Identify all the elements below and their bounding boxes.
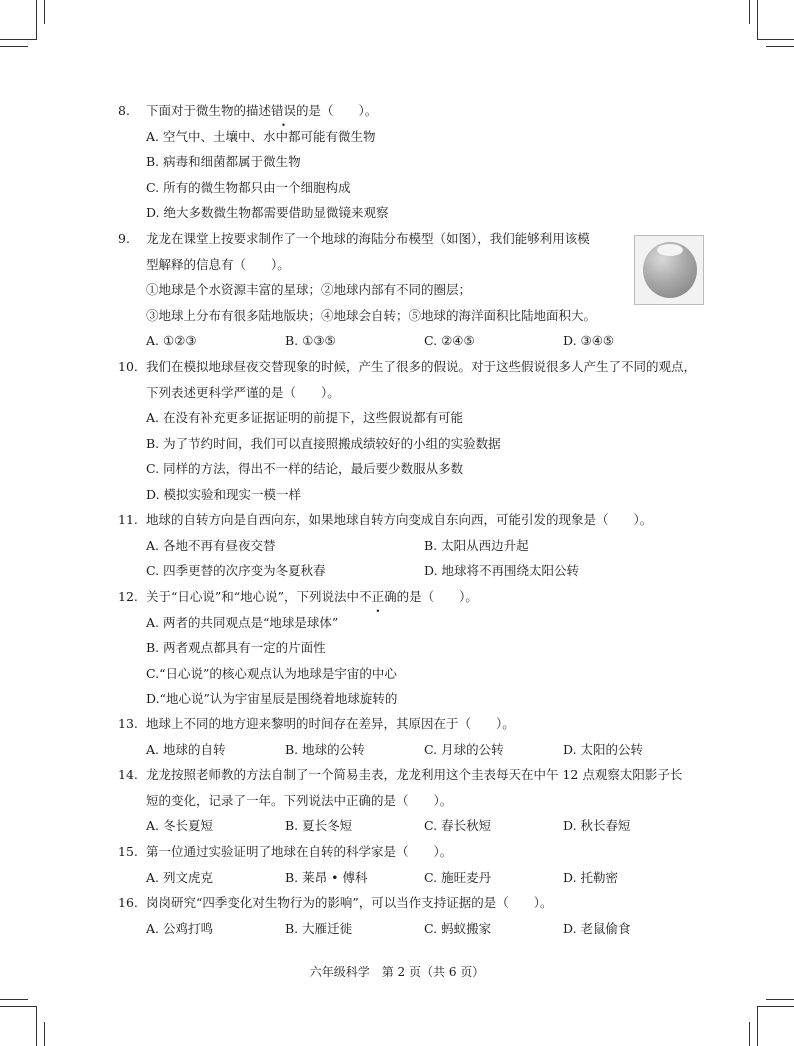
question-13 [118, 711, 702, 762]
crop-mark-bottom-left-v [36, 1006, 37, 1046]
option: C. 所有的微生物都只由一个细胞构成 [146, 179, 351, 195]
crop-mark-bottom-left-v2 [44, 1022, 45, 1046]
crop-mark-top-right-h [758, 39, 794, 40]
option: C. 四季更替的次序变为冬夏秋春 [146, 563, 326, 578]
question-stem: 8. 下面对于微生物的描述错误的是（ ）。 [118, 103, 378, 118]
options-row [118, 533, 702, 559]
crop-mark-bottom-left-h2 [0, 999, 28, 1000]
option: A. 两者的共同观点是“地球是球体” [146, 614, 339, 630]
option: D. 地球将不再围绕太阳公转 [424, 563, 580, 578]
option: B. 病毒和细菌都属于微生物 [146, 154, 301, 169]
question-16 [118, 890, 702, 941]
options-row [118, 737, 702, 763]
option: B. 两者观点都具有一定的片面性 [146, 640, 326, 655]
option: D. 太阳的公转 [563, 741, 644, 757]
option: B. 为了节约时间，我们可以直接照搬成绩较好的小组的实验数据 [146, 435, 501, 451]
question-stem: 16. 岗岗研究“四季变化对生物行为的影响”，可以当作支持证据的是（ ）。 [118, 895, 553, 910]
emphasis-dotted: 不正确 [359, 589, 397, 604]
question-stem: 10. 我们在模拟地球昼夜交替现象的时候，产生了很多的假说。对于这些假说很多人产生了不同的观点， [118, 359, 697, 374]
question-stem-cont: 型解释的信息有（ ）。 [146, 256, 290, 272]
option: C. ②④⑤ [424, 333, 475, 348]
option: A. 公鸡打鸣 [146, 920, 213, 936]
crop-mark-top-right-v2 [749, 0, 750, 24]
globe-model-image [634, 235, 704, 305]
crop-mark-bottom-right-v2 [749, 1022, 750, 1046]
option: D.“地心说”认为宇宙星辰是围绕着地球旋转的 [146, 691, 398, 706]
question-stem: 12. 关于“日心说”和“地心说”，下列说法中不正确的是（ ）。 [118, 589, 478, 604]
option: D. 老鼠偷食 [563, 920, 631, 936]
option: A. 在没有补充更多证据证明的前提下，这些假说都有可能 [146, 410, 463, 425]
option: D. ③④⑤ [563, 333, 615, 348]
option: B. 夏长冬短 [285, 818, 353, 833]
question-stem: 13. 地球上不同的地方迎来黎明的时间存在差异，其原因在于（ ）。 [118, 716, 515, 731]
options-row [118, 865, 702, 891]
crop-mark-bottom-right-v [757, 1006, 758, 1046]
info-line: ①地球是个水资源丰富的星球；②地球内部有不同的圈层； [146, 282, 472, 297]
question-stem: 9. 龙龙在课堂上按要求制作了一个地球的海陆分布模型（如图），我们能够利用该模 [118, 231, 590, 246]
question-11 [118, 507, 702, 584]
option: D. 秋长春短 [563, 818, 631, 833]
options-row [118, 328, 702, 354]
question-stem: 15. 第一位通过实验证明了地球在自转的科学家是（ ）。 [118, 844, 453, 859]
question-15 [118, 839, 702, 890]
options-row [118, 916, 702, 942]
option: A. 地球的自转 [146, 741, 226, 757]
option: D. 托勒密 [563, 869, 619, 885]
question-stem: 11. 地球的自转方向是自西向东，如果地球自转方向变成自东向西，可能引发的现象是（ ）。 [118, 512, 653, 527]
globe-ice-cap [657, 244, 683, 256]
question-stem: 14. 龙龙按照老师教的方法自制了一个简易圭表，龙龙利用这个圭表每天在中午 12 点观察太阳影子长 [118, 767, 683, 782]
question-14 [118, 762, 702, 839]
option: C. 春长秋短 [424, 818, 492, 833]
crop-mark-bottom-left-h [0, 1006, 36, 1007]
option: A. 冬长夏短 [146, 818, 213, 833]
option: A. 列文虎克 [146, 869, 213, 885]
option: C. 施旺麦丹 [424, 869, 492, 885]
options-row [118, 813, 702, 839]
option: B. 大雁迁徙 [285, 920, 353, 936]
crop-mark-top-left-v2 [44, 0, 45, 24]
crop-mark-top-right-v [757, 0, 758, 40]
crop-mark-bottom-right-h2 [766, 999, 794, 1000]
question-10 [118, 354, 696, 507]
info-line: ③地球上分布有很多陆地版块；④地球会自转；⑤地球的海洋面积比陆地面积大。 [146, 307, 597, 323]
option: B. 太阳从西边升起 [424, 537, 529, 553]
option: D. 模拟实验和现实一模一样 [146, 486, 302, 502]
question-8 [118, 98, 389, 226]
option: C. 同样的方法，得出不一样的结论，最后要少数服从多数 [146, 461, 464, 476]
option: D. 绝大多数微生物都需要借助显微镜来观察 [146, 205, 389, 220]
page-footer: 六年级科学 第 2 页（共 6 页） [309, 965, 485, 979]
option: A. ①②③ [146, 333, 197, 348]
crop-mark-bottom-right-h [758, 1006, 794, 1007]
options-row [118, 558, 702, 584]
option: C. 月球的公转 [424, 741, 504, 757]
option: B. ①③⑤ [285, 333, 336, 348]
question-12 [118, 584, 478, 712]
question-stem-cont: 短的变化，记录了一年。下列说法中正确的是（ ）。 [146, 792, 453, 808]
option: A. 空气中、土壤中、水中都可能有微生物 [146, 128, 376, 144]
crop-mark-top-left-v [36, 0, 37, 40]
crop-mark-top-left-h2 [0, 46, 28, 47]
crop-mark-top-right-h2 [766, 46, 794, 47]
question-stem-cont: 下列表述更科学严谨的是（ ）。 [146, 384, 340, 400]
crop-mark-top-left-h [0, 39, 36, 40]
question-9 [118, 226, 702, 354]
option: C. 蚂蚁搬家 [424, 920, 492, 936]
emphasis-dotted: 错误 [271, 103, 297, 118]
option: B. 莱昂 • 傅科 [285, 869, 368, 885]
option: C.“日心说”的核心观点认为地球是宇宙的中心 [146, 665, 397, 681]
option: B. 地球的公转 [285, 741, 365, 757]
option: A. 各地不再有昼夜交替 [146, 537, 276, 553]
